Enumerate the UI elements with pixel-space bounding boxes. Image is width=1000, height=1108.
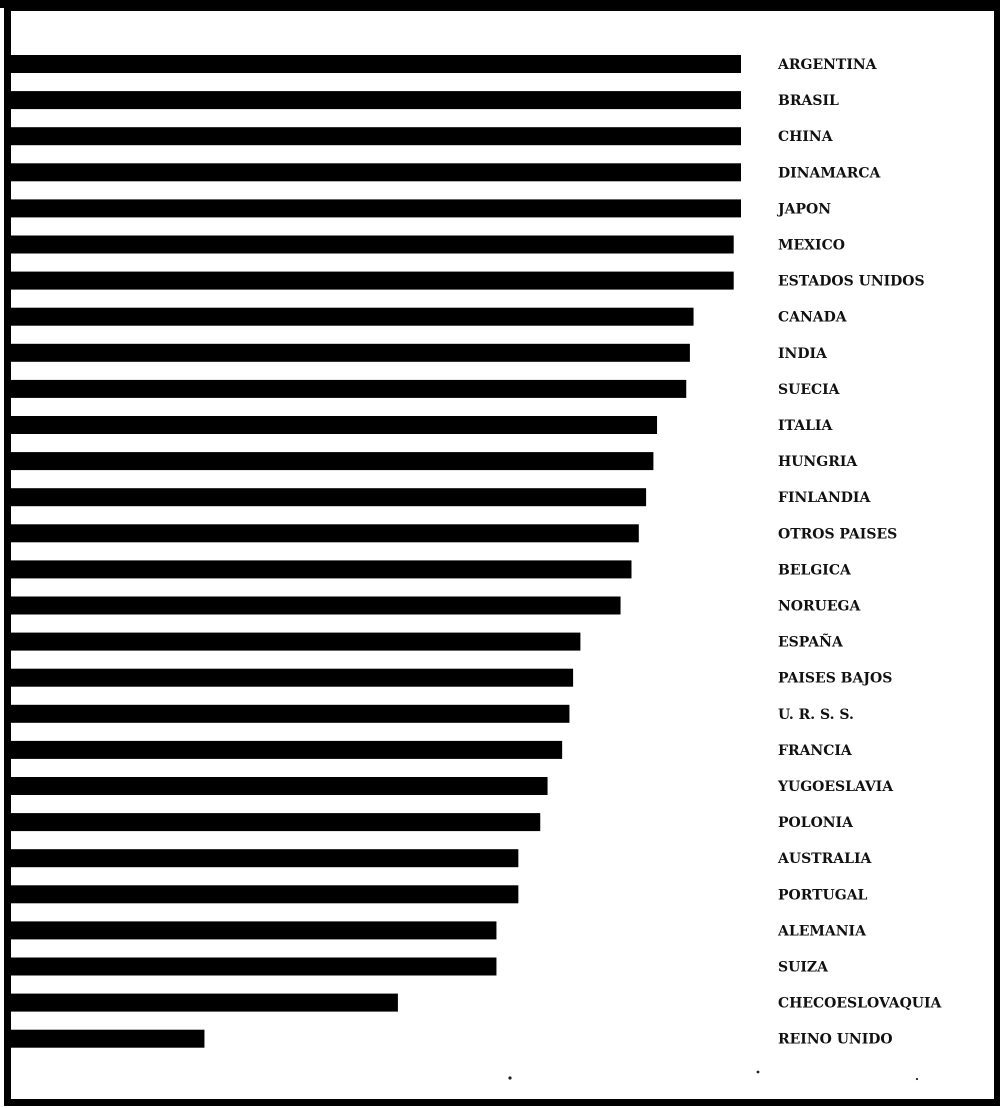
bar-australia — [11, 849, 518, 867]
bar-japon — [11, 199, 741, 217]
category-label: DINAMARCA — [778, 165, 881, 182]
bar-china — [11, 127, 741, 145]
category-label: BELGICA — [778, 562, 851, 579]
category-label: CHINA — [778, 129, 833, 146]
bar-paises-bajos — [11, 669, 573, 687]
bar-dinamarca — [11, 163, 741, 181]
bar-suecia — [11, 380, 686, 398]
bar-polonia — [11, 813, 540, 831]
category-label: ARGENTINA — [778, 57, 877, 73]
category-label: CANADA — [778, 309, 847, 326]
category-label: INDIA — [778, 345, 827, 362]
labels-group — [776, 57, 943, 1048]
category-label: OTROS PAISES — [778, 526, 898, 543]
category-label: SUECIA — [778, 381, 840, 398]
bar-hungria — [11, 452, 653, 470]
bar-otros-paises — [11, 524, 639, 542]
category-label: AUSTRALIA — [778, 851, 872, 868]
category-label: NORUEGA — [778, 598, 861, 615]
bar-francia — [11, 741, 562, 759]
bar-checoeslovaquia — [11, 994, 398, 1012]
category-label: PORTUGAL — [778, 887, 868, 904]
category-label: ESPAÑA — [778, 634, 843, 651]
category-label: REINO UNIDO — [778, 1031, 893, 1048]
category-label: YUGOESLAVIA — [778, 779, 894, 795]
category-label: HUNGRIA — [778, 454, 858, 471]
bar-mexico — [11, 236, 734, 254]
bar-canada — [11, 308, 694, 326]
category-label: CHECOESLOVAQUIA — [778, 995, 942, 1012]
bar-noruega — [11, 597, 621, 615]
category-label: POLONIA — [778, 815, 853, 832]
category-label: U. R. S. S. — [778, 706, 854, 723]
speck — [508, 1076, 511, 1079]
category-label: FRANCIA — [778, 742, 852, 759]
bar-portugal — [11, 885, 518, 903]
category-label: MEXICO — [778, 237, 845, 254]
bar-estados-unidos — [11, 272, 734, 290]
bar-argentina — [11, 55, 741, 73]
bars-group — [11, 55, 741, 1048]
speck — [757, 1071, 760, 1074]
speck — [916, 1078, 918, 1080]
bar-brasil — [11, 91, 741, 109]
bar-india — [11, 344, 690, 362]
category-label: SUIZA — [778, 959, 828, 976]
bar-yugoeslavia — [11, 777, 548, 795]
category-label: BRASIL — [778, 93, 839, 110]
bar-reino-unido — [11, 1030, 204, 1048]
category-label: ESTADOS UNIDOS — [778, 273, 925, 290]
bar-belgica — [11, 560, 632, 578]
category-label: ALEMANIA — [778, 923, 866, 940]
bar-españa — [11, 633, 580, 651]
category-label: JAPON — [778, 201, 832, 218]
bar-alemania — [11, 921, 496, 939]
scan-specks — [508, 1071, 918, 1081]
bar-finlandia — [11, 488, 646, 506]
bar-suiza — [11, 958, 496, 976]
bar-italia — [11, 416, 657, 434]
category-label: FINLANDIA — [778, 490, 871, 507]
category-label: ITALIA — [778, 418, 833, 434]
category-label: PAISES BAJOS — [778, 670, 893, 687]
bar-u-r-s-s — [11, 705, 569, 723]
